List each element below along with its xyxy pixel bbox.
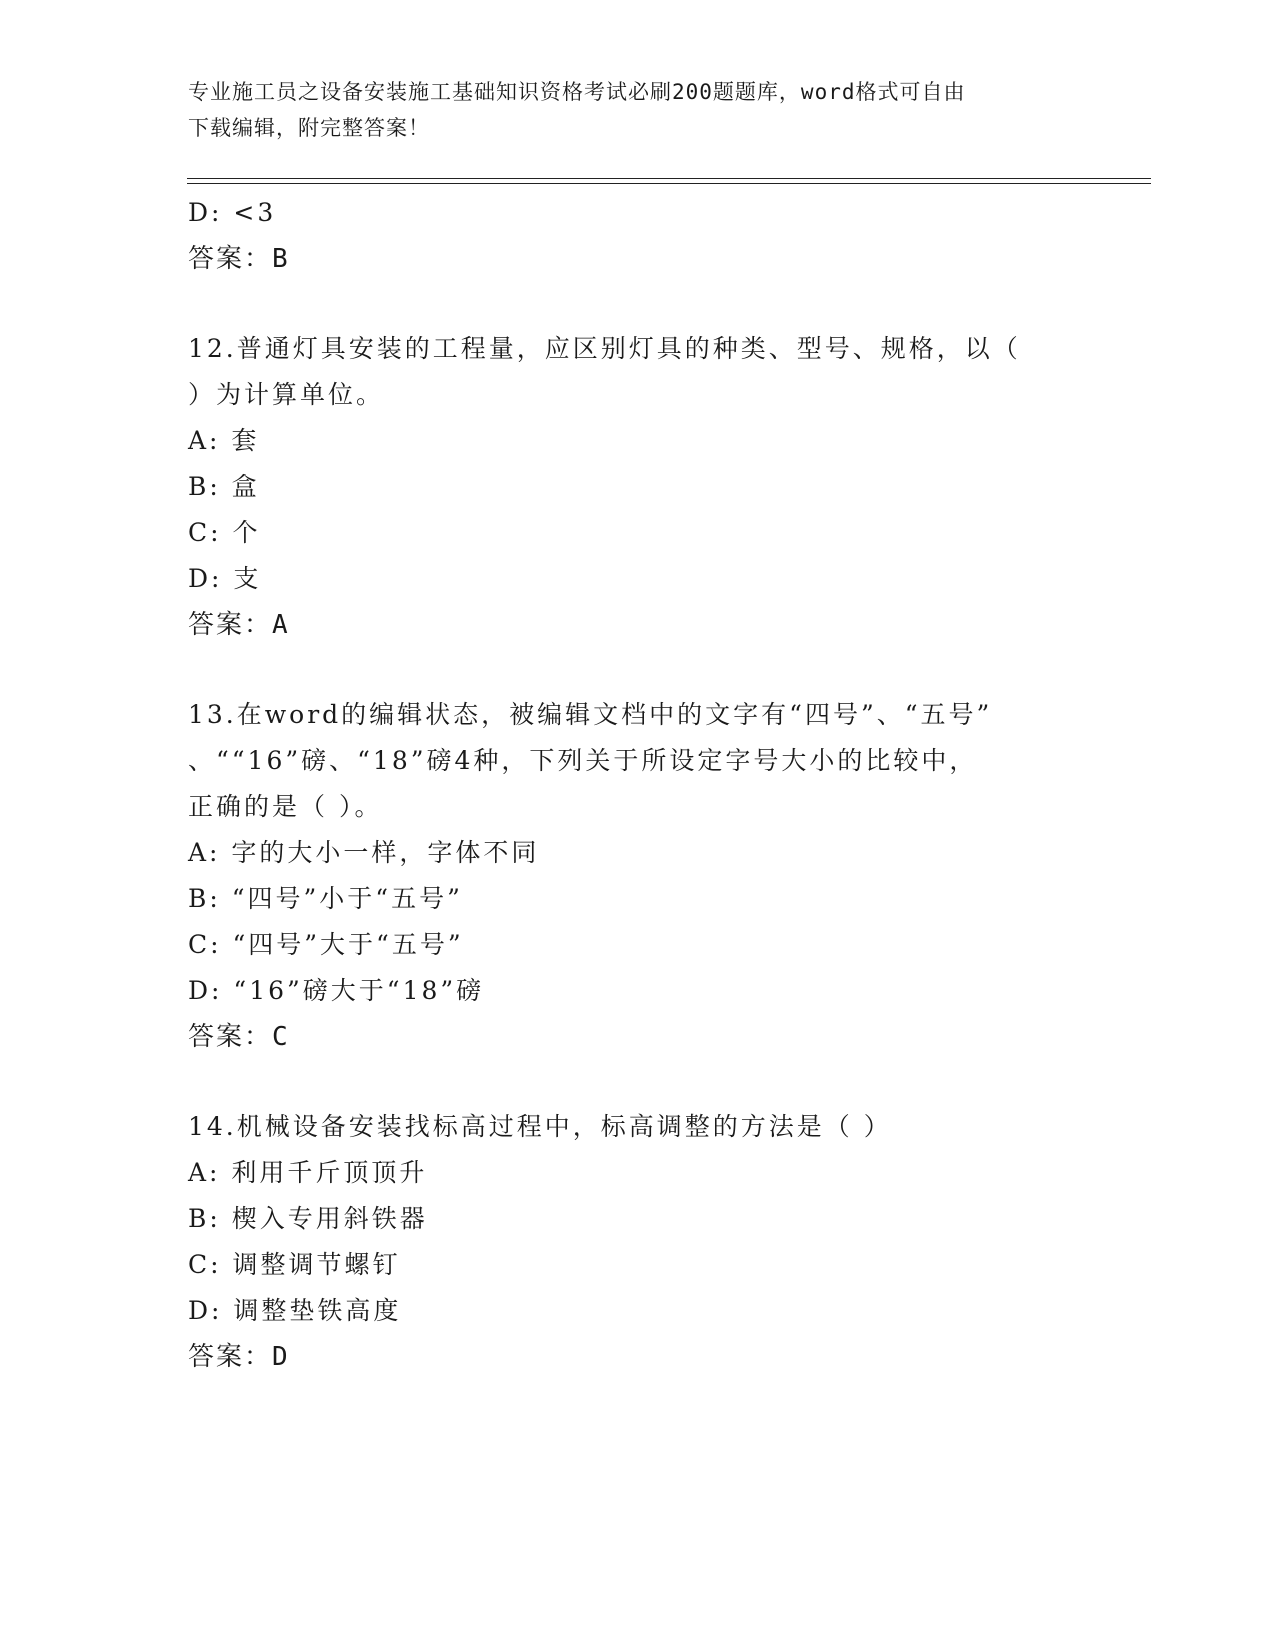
option-b: B: 盒	[188, 472, 260, 501]
question-stem-line: 14.机械设备安装找标高过程中，标高调整的方法是（ ）	[188, 1112, 892, 1141]
answer: 答案：D	[188, 1342, 290, 1372]
option-c: C: 个	[188, 518, 261, 547]
option-c: C: 调整调节螺钉	[188, 1250, 401, 1279]
option-a: A: 字的大小一样，字体不同	[188, 838, 540, 867]
spacer	[188, 1060, 1088, 1104]
question-12	[188, 326, 1088, 648]
prev-option-d: D: <3	[188, 198, 277, 227]
page-header	[188, 74, 1088, 146]
option-b: B: “四号”小于“五号”	[188, 884, 463, 913]
header-line-2: 下载编辑，附完整答案！	[188, 116, 430, 140]
option-a: A: 利用千斤顶顶升	[188, 1158, 428, 1187]
answer: 答案：C	[188, 1022, 290, 1052]
question-14	[188, 1104, 1088, 1380]
spacer	[188, 648, 1088, 692]
option-b: B: 楔入专用斜铁器	[188, 1204, 428, 1233]
question-stem-line: 正确的是（ ）。	[188, 792, 383, 821]
question-stem-line: ）为计算单位。	[188, 380, 385, 409]
question-stem-line: 、““16”磅、“18”磅4种，下列关于所设定字号大小的比较中，	[188, 746, 978, 775]
header-divider-bottom	[187, 183, 1151, 184]
question-stem-line: 12.普通灯具安装的工程量，应区别灯具的种类、型号、规格，以（	[188, 334, 1021, 363]
header-line-1: 专业施工员之设备安装施工基础知识资格考试必刷200题题库，word格式可自由	[188, 80, 966, 104]
option-c: C: “四号”大于“五号”	[188, 930, 464, 959]
prev-answer: 答案：B	[188, 244, 290, 274]
header-divider-top	[187, 178, 1151, 179]
spacer	[188, 282, 1088, 326]
option-a: A: 套	[188, 426, 260, 455]
question-content	[188, 190, 1088, 1380]
question-13	[188, 692, 1088, 1060]
answer: 答案：A	[188, 610, 290, 640]
option-d: D: 调整垫铁高度	[188, 1296, 402, 1325]
question-stem-line: 13.在word的编辑状态，被编辑文档中的文字有“四号”、“五号”	[188, 700, 993, 729]
option-d: D: 支	[188, 564, 262, 593]
option-d: D: “16”磅大于“18”磅	[188, 976, 485, 1005]
